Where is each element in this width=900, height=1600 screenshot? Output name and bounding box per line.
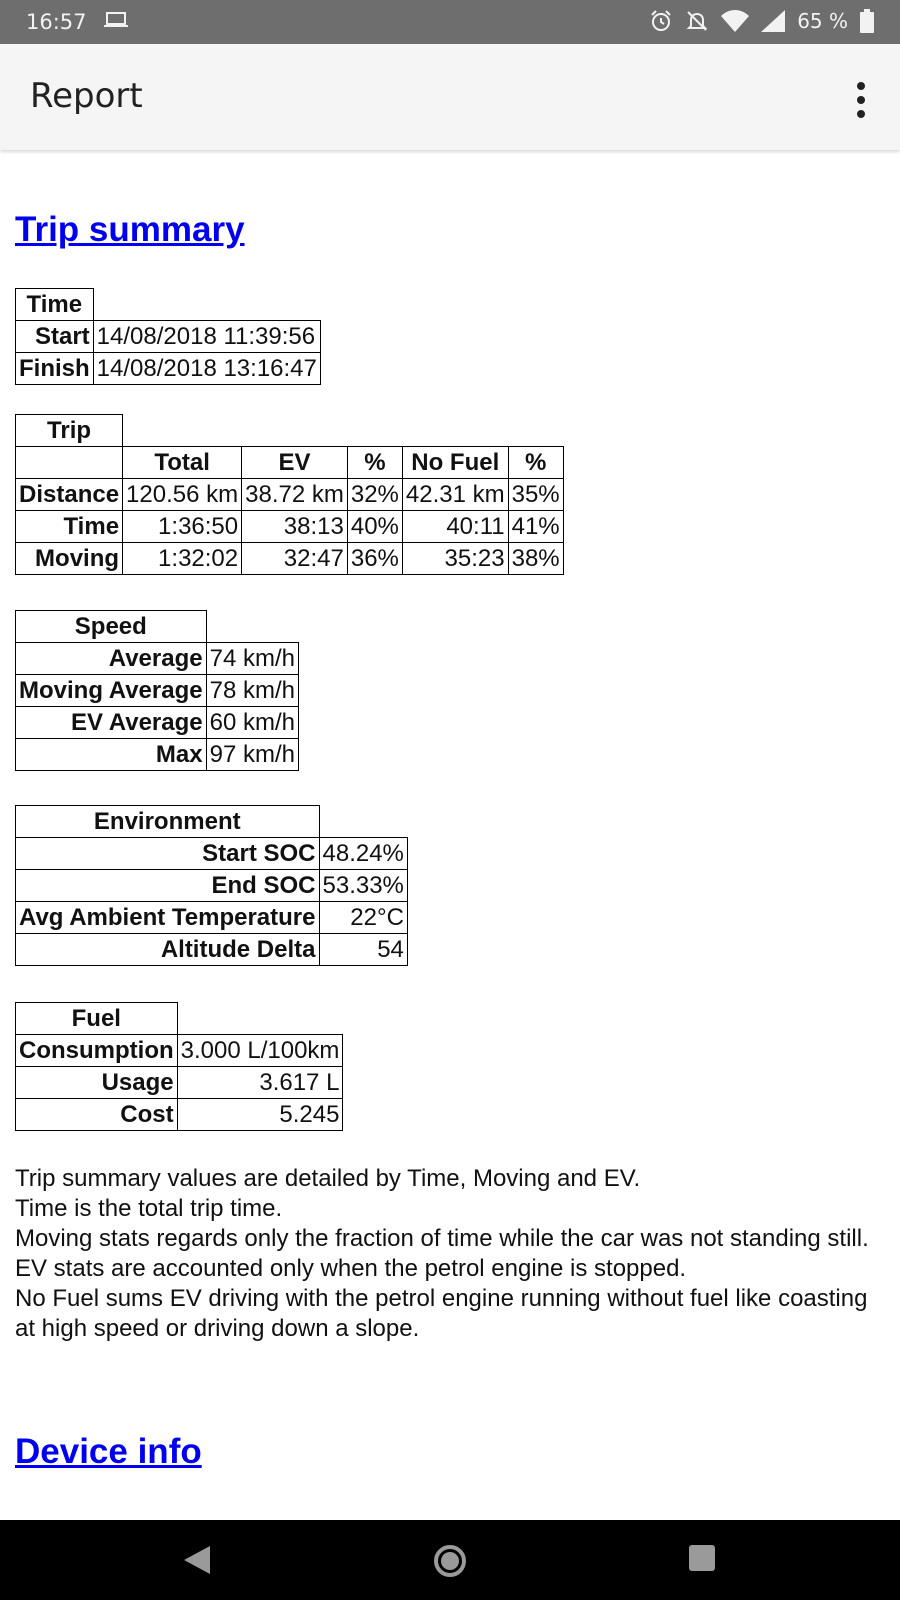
table-row bbox=[16, 511, 564, 543]
table-cell: 41% bbox=[508, 511, 563, 543]
page-title: Report bbox=[30, 76, 143, 116]
table-cell: 38% bbox=[508, 543, 563, 575]
row-label: Max bbox=[16, 739, 207, 771]
cell-value: 5.245 bbox=[177, 1099, 343, 1131]
table-row bbox=[16, 1067, 343, 1099]
table-header: Fuel bbox=[16, 1003, 178, 1035]
row-label: Avg Ambient Temperature bbox=[16, 902, 320, 934]
table-cell: 38:13 bbox=[242, 511, 348, 543]
table-cell: 32% bbox=[347, 479, 402, 511]
column-header: EV bbox=[242, 447, 348, 479]
table-row bbox=[16, 643, 299, 675]
table-row bbox=[16, 838, 408, 870]
row-label: Start bbox=[16, 321, 94, 353]
table-cell: 120.56 km bbox=[123, 479, 242, 511]
table-header: Time bbox=[16, 289, 94, 321]
row-label: EV Average bbox=[16, 707, 207, 739]
trip-summary-link[interactable]: Trip summary bbox=[15, 210, 245, 249]
column-header: % bbox=[347, 447, 402, 479]
row-label: Start SOC bbox=[16, 838, 320, 870]
table-row bbox=[16, 675, 299, 707]
table-row bbox=[16, 543, 564, 575]
status-time: 16:57 bbox=[26, 10, 87, 34]
table-row bbox=[16, 707, 299, 739]
row-label: Moving Average bbox=[16, 675, 207, 707]
table-cell: 38.72 km bbox=[242, 479, 348, 511]
table-row bbox=[16, 739, 299, 771]
table-row bbox=[16, 353, 321, 385]
status-icons bbox=[649, 9, 874, 33]
cell-value: 48.24% bbox=[319, 838, 407, 870]
cell-value: 54 bbox=[319, 934, 407, 966]
table-row bbox=[16, 1099, 343, 1131]
column-header: % bbox=[508, 447, 563, 479]
table-header: Trip bbox=[16, 415, 123, 447]
row-label: Cost bbox=[16, 1099, 178, 1131]
home-icon[interactable] bbox=[433, 1544, 467, 1578]
row-label: Average bbox=[16, 643, 207, 675]
battery-icon bbox=[860, 9, 874, 33]
status-bar bbox=[0, 0, 900, 44]
cell-value: 3.617 L bbox=[177, 1067, 343, 1099]
table-cell: 35% bbox=[508, 479, 563, 511]
trip-summary-notes bbox=[15, 1164, 885, 1344]
recents-icon[interactable] bbox=[688, 1544, 716, 1572]
table-cell: 32:47 bbox=[242, 543, 348, 575]
table-cell: 40:11 bbox=[402, 511, 508, 543]
row-label: Distance bbox=[16, 479, 123, 511]
cell-value: 14/08/2018 13:16:47 bbox=[93, 353, 320, 385]
fuel-table bbox=[15, 1002, 343, 1131]
cell-value: 60 km/h bbox=[206, 707, 298, 739]
row-label: Time bbox=[16, 511, 123, 543]
note-line: Moving stats regards only the fraction of time while the car was not standing still. bbox=[15, 1225, 869, 1252]
row-label: Finish bbox=[16, 353, 94, 385]
signal-icon bbox=[761, 10, 785, 32]
table-cell: 35:23 bbox=[402, 543, 508, 575]
row-label: Altitude Delta bbox=[16, 934, 320, 966]
cell-value: 3.000 L/100km bbox=[177, 1035, 343, 1067]
note-line: Trip summary values are detailed by Time, Moving and EV. bbox=[15, 1165, 641, 1192]
table-row bbox=[16, 902, 408, 934]
table-header: Environment bbox=[16, 806, 320, 838]
laptop-icon bbox=[104, 12, 128, 28]
note-line: EV stats are accounted only when the petrol engine is stopped. bbox=[15, 1255, 687, 1282]
cell-value: 22°C bbox=[319, 902, 407, 934]
row-label: Usage bbox=[16, 1067, 178, 1099]
device-info-link[interactable]: Device info bbox=[15, 1432, 202, 1471]
table-row bbox=[16, 870, 408, 902]
app-bar bbox=[0, 44, 900, 150]
row-label: Moving bbox=[16, 543, 123, 575]
table-cell: 1:32:02 bbox=[123, 543, 242, 575]
time-table bbox=[15, 288, 321, 385]
back-icon[interactable] bbox=[182, 1544, 212, 1576]
note-line: Time is the total trip time. bbox=[15, 1195, 283, 1222]
more-options-icon[interactable] bbox=[852, 82, 870, 118]
speed-table bbox=[15, 610, 299, 771]
row-label: Consumption bbox=[16, 1035, 178, 1067]
table-row bbox=[16, 1035, 343, 1067]
report-content bbox=[0, 150, 900, 1520]
navigation-bar bbox=[0, 1520, 900, 1600]
table-header: Speed bbox=[16, 611, 207, 643]
cell-value: 78 km/h bbox=[206, 675, 298, 707]
cell-value: 74 km/h bbox=[206, 643, 298, 675]
wifi-icon bbox=[721, 10, 749, 32]
table-cell: 40% bbox=[347, 511, 402, 543]
alarm-icon bbox=[649, 9, 673, 33]
notifications-off-icon bbox=[685, 9, 709, 33]
table-cell: 42.31 km bbox=[402, 479, 508, 511]
table-cell: 36% bbox=[347, 543, 402, 575]
table-row bbox=[16, 479, 564, 511]
battery-percent: 65 % bbox=[797, 9, 848, 33]
environment-table bbox=[15, 805, 408, 966]
table-cell: 1:36:50 bbox=[123, 511, 242, 543]
row-label: End SOC bbox=[16, 870, 320, 902]
cell-value: 97 km/h bbox=[206, 739, 298, 771]
column-header: No Fuel bbox=[402, 447, 508, 479]
note-line: No Fuel sums EV driving with the petrol engine running without fuel like coasting at high speed or driving down a slope. bbox=[15, 1285, 868, 1342]
table-row bbox=[16, 321, 321, 353]
cell-value: 53.33% bbox=[319, 870, 407, 902]
trip-table bbox=[15, 414, 564, 575]
table-row bbox=[16, 934, 408, 966]
column-header: Total bbox=[123, 447, 242, 479]
cell-value: 14/08/2018 11:39:56 bbox=[93, 321, 320, 353]
